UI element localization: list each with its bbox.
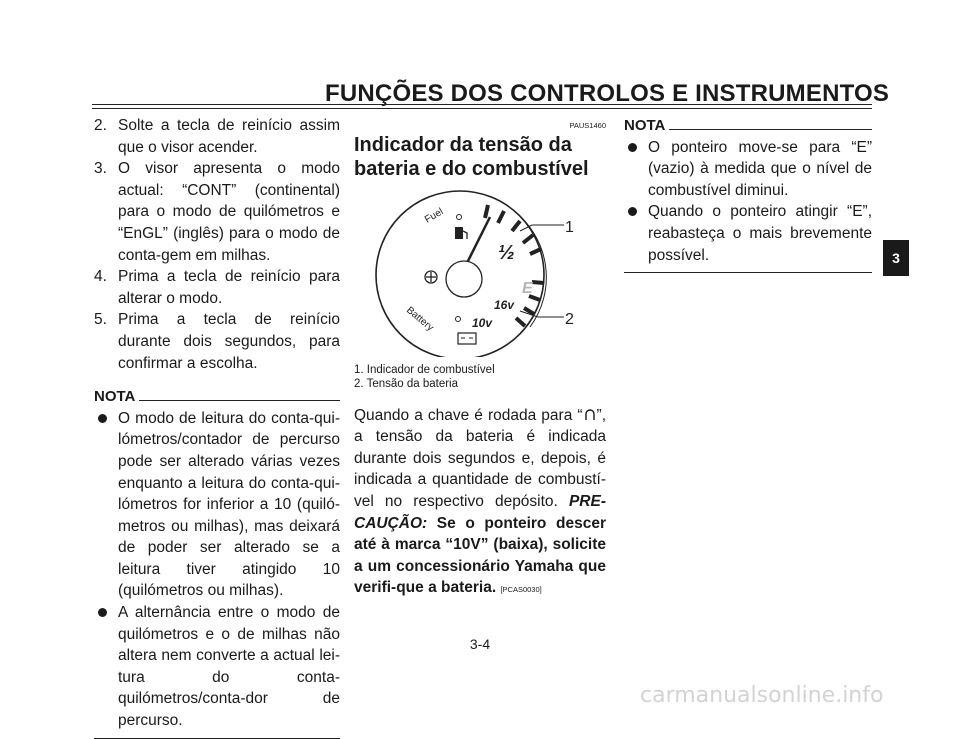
bullet-icon <box>624 201 648 266</box>
nota-rule <box>139 400 340 401</box>
step-number: 2. <box>94 117 107 134</box>
step-text: O visor apresenta o modo actual: “CONT” (continental) para o modo de quilómetros e “EnGL” (inglês) para o modo de conta-gem em milhas. <box>118 160 340 264</box>
step-text: Prima a tecla de reinício para alterar o modo. <box>118 268 340 307</box>
middle-column <box>354 115 606 601</box>
step-item <box>94 309 340 374</box>
bullet-item <box>94 408 340 602</box>
paragraph-text-start: Quando a chave é rodada para “ <box>354 406 583 424</box>
figure-caption-1: 1. Indicador de combustível <box>354 363 495 376</box>
nota-heading <box>624 115 872 137</box>
chapter-tab: 3 <box>883 240 909 276</box>
caution-text: Se o ponteiro descer até à marca “10V” (baixa), solicite a um concessionário Yamaha que verifi-que a bateria. <box>354 514 606 597</box>
bullet-item <box>624 201 872 266</box>
body-paragraph <box>354 405 606 601</box>
bullet-icon <box>624 137 648 202</box>
page-header-title: FUNÇÕES DOS CONTROLOS E INSTRUMENTOS <box>325 80 890 107</box>
step-text: Solte a tecla de reinício assim que o visor acender. <box>118 117 340 156</box>
step-number: 4. <box>94 268 107 286</box>
step-text: Prima a tecla de reinício durante dois segundos, para confirmar a escolha. <box>118 311 340 372</box>
fuel-battery-gauge-illustration <box>354 187 606 357</box>
bullet-text: O modo de leitura do conta-qui-lómetros/contador de percurso pode ser alterado várias vezes enquanto a leitura do conta-qui-lómetros for inferior a 10 (quiló-metros ou milhas), mas deixará de poder ser alterado se a leitura tiver atingido 10 (quilómetros ou milhas). <box>118 409 340 600</box>
caution-code: [PCAS0030] <box>500 585 542 595</box>
bullet-text: A alternância entre o modo de quilómetros e o de milhas não altera nem converte a actual lei-tura do conta-quilómetros/conta-dor de percurso. <box>118 604 340 730</box>
nota-heading <box>94 386 340 408</box>
gauge-label-e: E <box>522 279 533 297</box>
bullet-text: Quando o ponteiro atingir “E”, reabasteça o mais brevemente possível. <box>648 203 872 264</box>
step-item <box>94 266 340 309</box>
figure-caption-2: 2. Tensão da bateria <box>354 377 459 390</box>
gauge-hub <box>446 261 482 297</box>
step-item <box>94 158 340 266</box>
watermark: carmanualsonline.info <box>640 683 884 708</box>
gauge-label-battery: Battery <box>404 304 436 334</box>
bullet-item <box>94 602 340 732</box>
section-code: PAUS1460 <box>569 121 606 130</box>
right-column <box>624 115 872 273</box>
bullet-text: O ponteiro move-se para “E” (vazio) à medida que o nível de combustível diminui. <box>648 138 872 199</box>
gauge-label-16v: 16v <box>494 297 515 312</box>
nota-end-rule <box>94 738 340 739</box>
bullet-icon <box>94 602 118 732</box>
ignition-on-icon <box>583 408 597 422</box>
callout-number-1: 1 <box>565 218 574 236</box>
nota-label: NOTA <box>94 388 136 406</box>
gauge-label-fuel: Fuel <box>423 205 446 226</box>
caution-label: PRE-CAUÇÃO: <box>354 492 606 532</box>
gauge-label-10v: 10v <box>472 315 493 330</box>
bullet-item <box>624 137 872 202</box>
paragraph-text-mid: ”, a tensão da bateria é indicada durante dois segundos e, depois, é indicada a quantidade de combustí-vel no respectivo depósito. <box>354 406 606 510</box>
page-number: 3-4 <box>469 636 491 652</box>
gauge-label-half: ½ <box>498 241 515 264</box>
callout-number-2: 2 <box>565 310 574 328</box>
nota-label: NOTA <box>624 117 666 134</box>
nota-end-rule <box>624 272 872 273</box>
nota-rule <box>669 129 872 130</box>
section-title: Indicador da tensão da bateria e do combustível <box>354 133 589 180</box>
step-number: 5. <box>94 311 107 329</box>
header-rule <box>92 104 872 109</box>
step-item <box>94 115 340 158</box>
step-number: 3. <box>94 160 107 178</box>
bullet-icon <box>94 408 118 602</box>
